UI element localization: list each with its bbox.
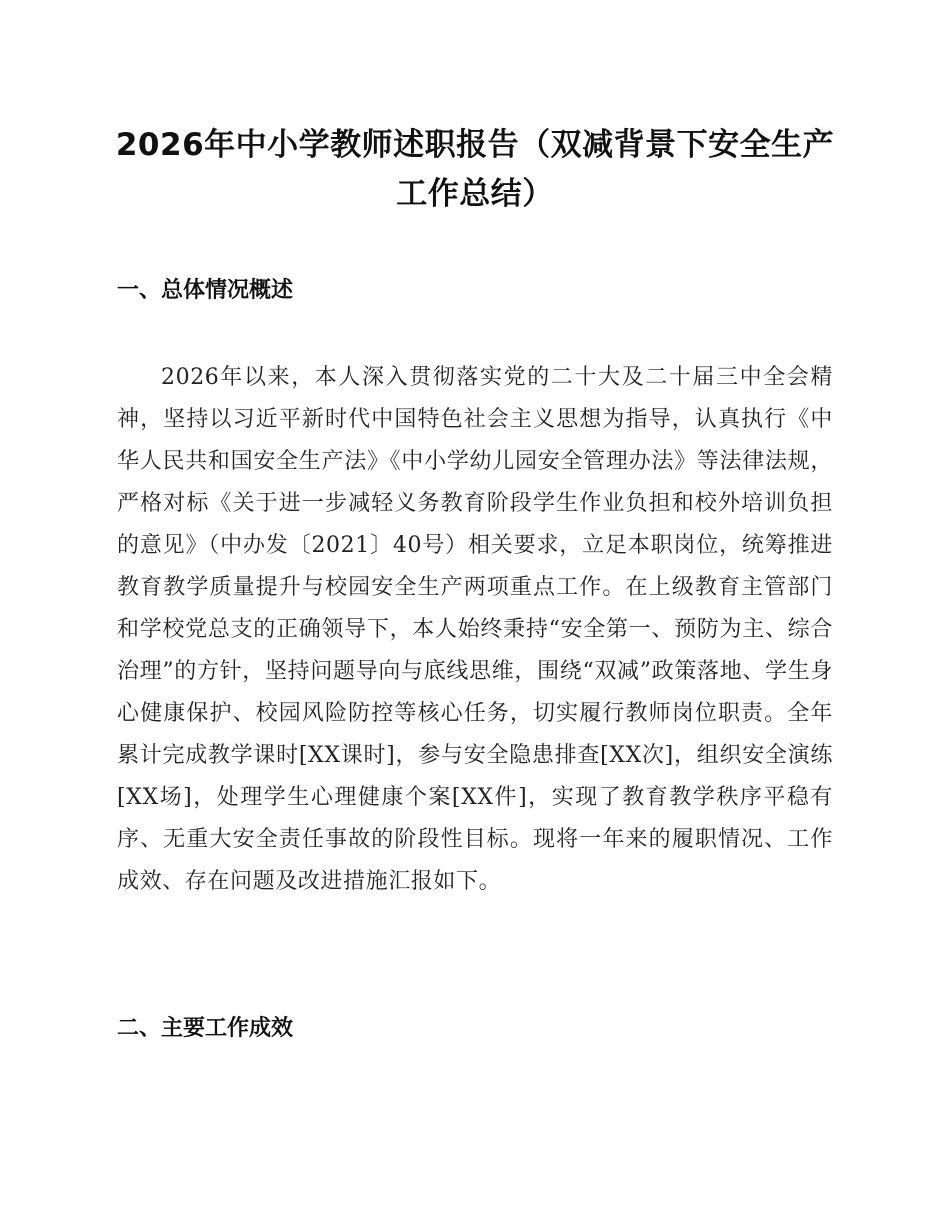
- section-heading-overview: 一、总体情况概述: [117, 278, 294, 303]
- overview-paragraph: 2026年以来，本人深入贯彻落实党的二十大及二十届三中全会精神，坚持以习近平新时代中国特色社会主义思想为指导，认真执行《中华人民共和国安全生产法》《中小学幼儿园安全管理办法》等法律法规，严格对标《关于进一步减轻义务教育阶段学生作业负担和校外培训负担的意见》（中办发〔2021〕40号）相关要求，立足本职岗位，统筹推进教育教学质量提升与校园安全生产两项重点工作。在上级教育主管部门和学校党总支的正确领导下，本人始终秉持“安全第一、预防为主、综合治理”的方针，坚持问题导向与底线思维，围绕“双减”政策落地、学生身心健康保护、校园风险防控等核心任务，切实履行教师岗位职责。全年累计完成教学课时[XX课时]，参与安全隐患排查[XX次]，组织安全演练[XX场]，处理学生心理健康个案[XX件]，实现了教育教学秩序平稳有序、无重大安全责任事故的阶段性目标。现将一年来的履职情况、工作成效、存在问题及改进措施汇报如下。: [117, 365, 833, 894]
- document-title: 2026年中小学教师述职报告（双减背景下安全生产工作总结）: [115, 127, 835, 212]
- section-heading-achievements: 二、主要工作成效: [117, 1016, 294, 1041]
